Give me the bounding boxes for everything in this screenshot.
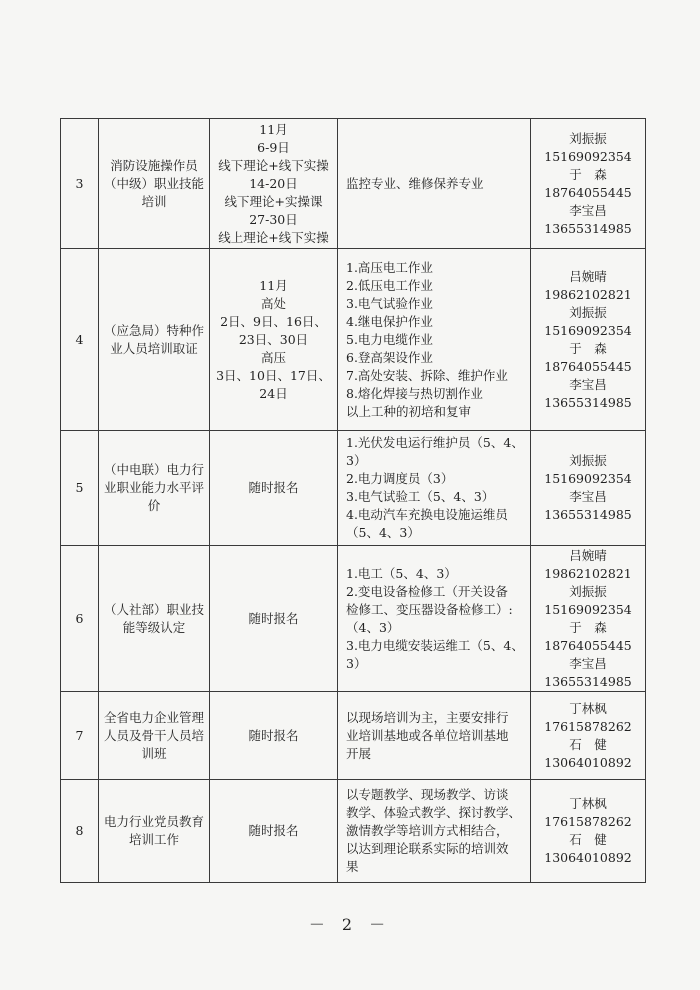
table-row	[61, 249, 646, 431]
content-cell	[338, 249, 531, 431]
table-row	[61, 780, 646, 883]
content-line: 3.电气试验作业	[346, 295, 433, 311]
contact-name: 石 健	[569, 736, 607, 752]
content-line: （5、4、3）	[346, 525, 420, 540]
project-name-cell	[99, 546, 210, 692]
contact-name: 刘振振	[569, 130, 607, 146]
contact-name: 刘振振	[569, 583, 607, 599]
schedule-line: 线下理论+线下实操	[218, 157, 329, 173]
contact-name: 丁林枫	[569, 700, 607, 716]
schedule-line: 24日	[259, 385, 288, 401]
content-line: 2.电力调度员（3）	[346, 471, 454, 486]
row-number: 3	[75, 175, 84, 191]
schedule-cell	[210, 119, 338, 249]
schedule-line: 14-20日	[249, 175, 298, 191]
content-line: 3）	[346, 453, 367, 468]
contact-name: 丁林枫	[569, 796, 607, 811]
content-cell	[338, 431, 531, 546]
project-name-cell	[99, 692, 210, 780]
content-line: 1.电工（5、4、3）	[346, 565, 457, 581]
content-cell	[338, 546, 531, 692]
contact-phone: 13655314985	[544, 394, 632, 410]
contact-phone: 19862102821	[544, 286, 632, 302]
content-line: 教学、体验式教学、探讨教学、	[346, 805, 522, 820]
content-line: 业培训基地或各单位培训基地	[346, 727, 509, 743]
row-number: 7	[75, 727, 84, 743]
project-name: 消防设施操作员（中级）职业技能培训	[103, 157, 204, 209]
content-line: 以专题教学、现场教学、访谈	[346, 787, 509, 802]
schedule-line: 线上理论+线下实操	[218, 229, 329, 245]
content-line: 8.熔化焊接与热切割作业	[346, 385, 483, 401]
content-line: 检修工、变压器设备检修工）:	[346, 601, 513, 617]
contact-name: 吕婉晴	[569, 547, 607, 563]
contact-phone: 15169092354	[544, 471, 632, 486]
content-line: 3.电气试验工（5、4、3）	[346, 489, 495, 504]
contact-phone: 18764055445	[544, 358, 632, 374]
table-row	[61, 546, 646, 692]
contact-phone: 13064010892	[544, 754, 632, 770]
contact-name: 石 健	[569, 832, 607, 847]
content-line: 1.高压电工作业	[346, 259, 433, 275]
project-name: 全省电力企业管理人员及骨干人员培训班	[103, 709, 204, 761]
contact-phone: 13064010892	[544, 850, 632, 865]
content-line: 1.光伏发电运行维护员（5、4、	[346, 435, 524, 450]
row-number-cell	[61, 546, 99, 692]
project-name-cell	[99, 119, 210, 249]
contact-phone: 18764055445	[544, 637, 632, 653]
content-line: 果	[346, 859, 359, 874]
schedule-cell	[210, 249, 338, 431]
schedule-line: 随时报名	[248, 480, 299, 495]
schedule-line: 线下理论+实操课	[224, 193, 323, 209]
content-line: 监控专业、维修保养专业	[346, 175, 484, 191]
table-row	[61, 692, 646, 780]
contact-phone: 19862102821	[544, 565, 632, 581]
content-line: 以上工种的初培和复审	[346, 403, 472, 419]
project-name-cell	[99, 780, 210, 883]
row-number-cell	[61, 692, 99, 780]
schedule-cell	[210, 546, 338, 692]
content-line: 开展	[346, 745, 372, 761]
schedule-line: 3日、10日、17日、	[216, 367, 331, 383]
schedule-line: 11月	[259, 277, 288, 293]
content-cell	[338, 780, 531, 883]
schedule-line: 23日、30日	[238, 331, 309, 347]
schedule-line: 随时报名	[248, 727, 299, 743]
contact-cell	[531, 119, 646, 249]
content-line: 激情教学等培训方式相结合，	[346, 823, 509, 838]
content-cell	[338, 692, 531, 780]
contact-name: 于 森	[569, 619, 607, 635]
contact-cell	[531, 692, 646, 780]
schedule-line: 高压	[260, 349, 286, 365]
contact-name: 刘振振	[569, 304, 607, 320]
content-line: 2.低压电工作业	[346, 277, 433, 293]
contact-phone: 15169092354	[544, 148, 632, 164]
row-number: 5	[75, 480, 84, 495]
content-line: 4.继电保护作业	[346, 313, 433, 329]
contact-name: 于 森	[569, 166, 607, 182]
row-number: 8	[75, 823, 84, 838]
row-number-cell	[61, 249, 99, 431]
schedule-line: 高处	[260, 295, 286, 311]
project-name: （应急局）特种作业人员培训取证	[103, 322, 204, 356]
row-number-cell	[61, 780, 99, 883]
contact-phone: 15169092354	[544, 322, 632, 338]
contact-phone: 15169092354	[544, 601, 632, 617]
contact-name: 吕婉晴	[569, 268, 607, 284]
contact-name: 李宝昌	[569, 376, 607, 392]
content-line: 3）	[346, 655, 367, 671]
row-number-cell	[61, 431, 99, 546]
contact-cell	[531, 431, 646, 546]
content-cell	[338, 119, 531, 249]
contact-phone: 17615878262	[544, 814, 632, 829]
schedule-line: 随时报名	[248, 610, 299, 626]
table-row	[61, 431, 646, 546]
content-line: 4.电动汽车充换电设施运维员	[346, 507, 508, 522]
schedule-line: 11月	[259, 121, 288, 137]
training-table	[60, 118, 646, 883]
row-number-cell	[61, 119, 99, 249]
contact-phone: 13655314985	[544, 220, 632, 236]
contact-name: 李宝昌	[569, 655, 607, 671]
content-line: 3.电力电缆安装运维工（5、4、	[346, 637, 524, 653]
contact-phone: 17615878262	[544, 718, 632, 734]
project-name: （人社部）职业技能等级认定	[103, 601, 204, 635]
table-row	[61, 119, 646, 249]
contact-name: 刘振振	[569, 453, 607, 468]
contact-cell	[531, 780, 646, 883]
content-line: 7.高处安装、拆除、维护作业	[346, 367, 508, 383]
contact-name: 李宝昌	[569, 489, 607, 504]
schedule-line: 随时报名	[248, 823, 299, 838]
contact-phone: 13655314985	[544, 507, 632, 522]
schedule-cell	[210, 780, 338, 883]
contact-cell	[531, 546, 646, 692]
schedule-line: 2日、9日、16日、	[220, 313, 327, 329]
contact-name: 李宝昌	[569, 202, 607, 218]
row-number: 6	[75, 610, 84, 626]
schedule-cell	[210, 692, 338, 780]
content-line: 6.登高架设作业	[346, 349, 433, 365]
content-line: 2.变电设备检修工（开关设备	[346, 583, 508, 599]
content-line: 以现场培训为主，主要安排行	[346, 709, 509, 725]
content-line: （4、3）	[346, 619, 400, 635]
page-number: － 2 －	[308, 915, 392, 934]
project-name-cell	[99, 249, 210, 431]
training-table-body	[61, 119, 646, 883]
content-line: 以达到理论联系实际的培训效	[346, 841, 509, 856]
contact-name: 于 森	[569, 340, 607, 356]
content-line: 5.电力电缆作业	[346, 331, 433, 347]
contact-phone: 13655314985	[544, 673, 632, 689]
schedule-line: 6-9日	[257, 139, 290, 155]
schedule-line: 27-30日	[249, 211, 298, 227]
project-name: 电力行业党员教育培训工作	[103, 814, 204, 847]
contact-cell	[531, 249, 646, 431]
contact-phone: 18764055445	[544, 184, 632, 200]
row-number: 4	[75, 331, 84, 347]
schedule-cell	[210, 431, 338, 546]
project-name: （中电联）电力行业职业能力水平评价	[103, 462, 204, 513]
project-name-cell	[99, 431, 210, 546]
